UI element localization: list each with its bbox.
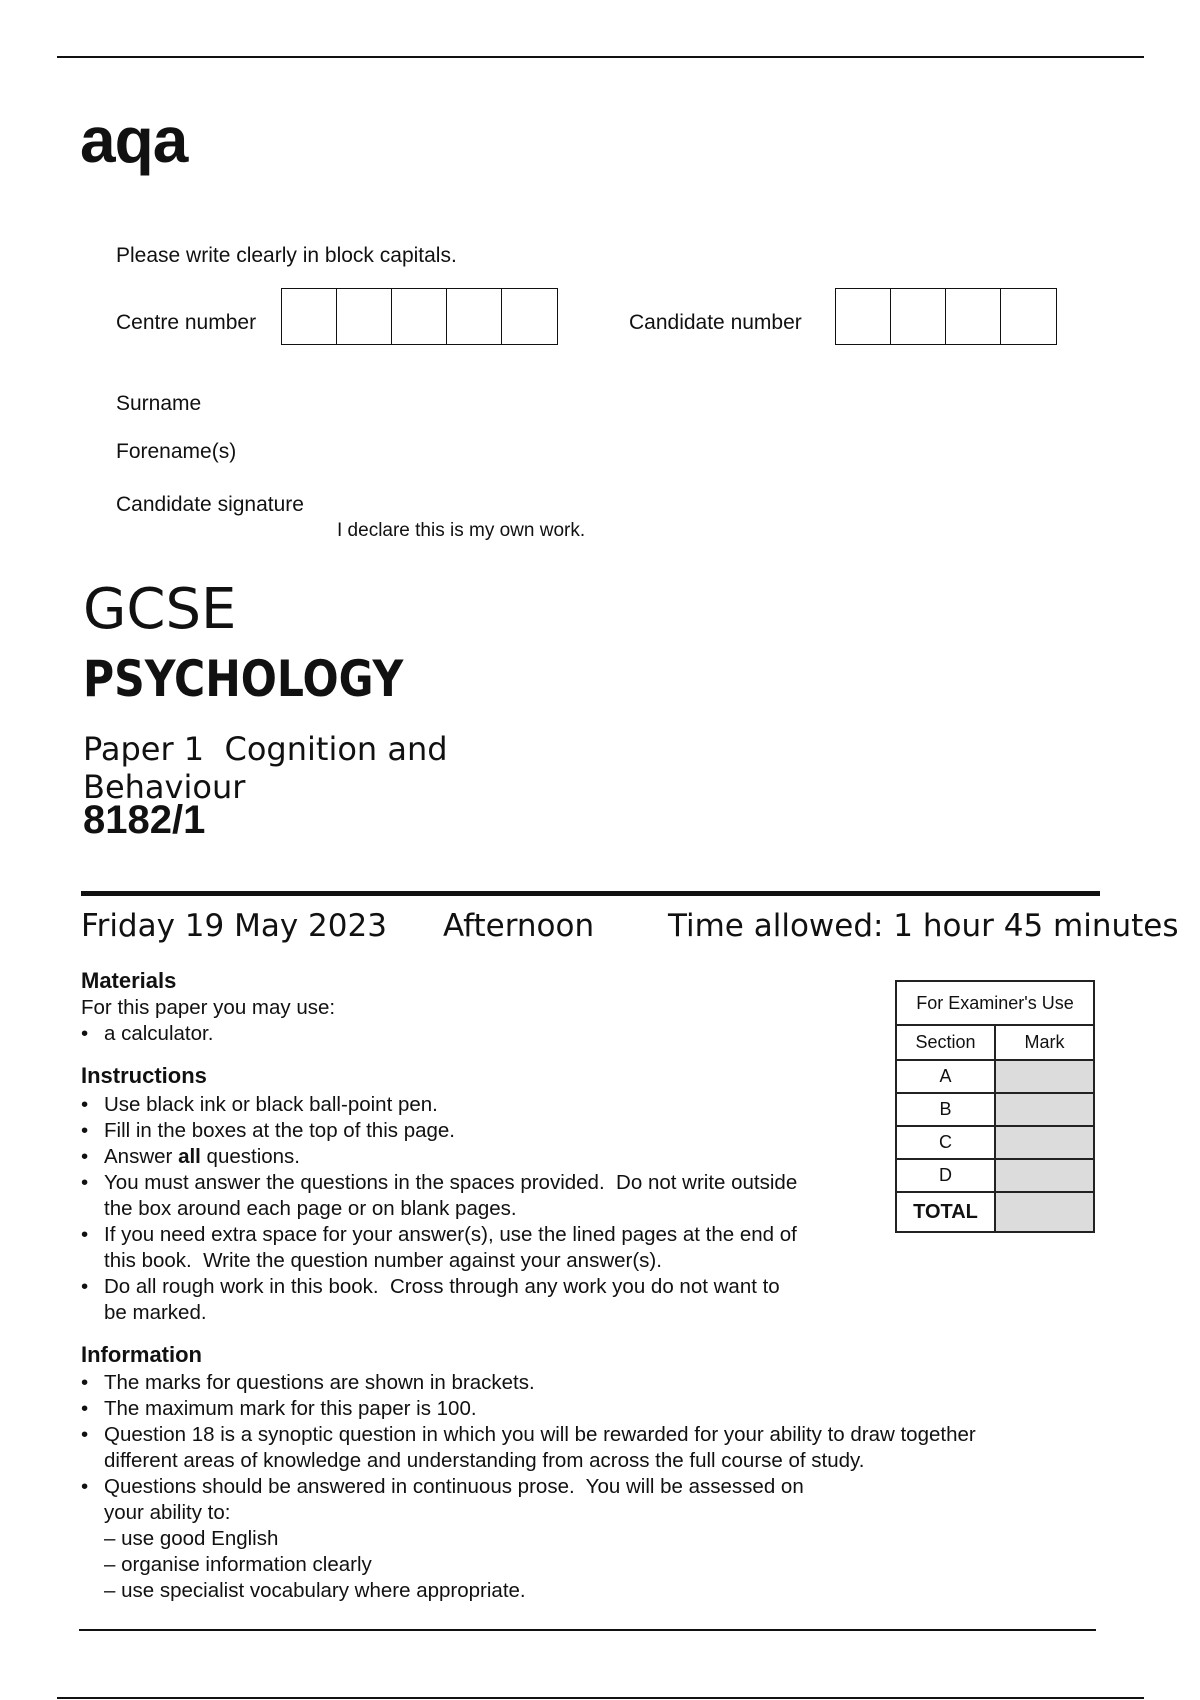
top-rule [57,56,1144,58]
examiner-use-table [895,980,1095,1233]
exam-session: Afternoon [443,908,595,944]
materials-item: • a calculator. [81,1021,881,1047]
paper-title-line2: Behaviour [83,768,246,806]
mark-cell [995,1126,1094,1159]
candidate-number-box[interactable] [946,289,1001,344]
information-line: • Question 18 is a synoptic question in which you will be rewarded for your ability to draw together [104,1423,976,1446]
instruction-item [81,1222,881,1274]
assessment-criterion: – use good English [104,1527,279,1550]
instruction-item: • Use black ink or black ball-point pen. [81,1092,881,1118]
section-cell: D [896,1159,995,1192]
time-allowed: Time allowed: 1 hour 45 minutes [668,908,1179,944]
assessment-criterion: – organise information clearly [104,1553,372,1576]
examiner-table-title: For Examiner's Use [896,981,1094,1025]
information-divider [79,1629,1096,1631]
centre-number-label: Centre number [116,311,257,334]
instructions-section [81,1063,881,1326]
centre-number-box[interactable] [282,289,337,344]
declaration-text: I declare this is my own work. [337,520,586,541]
block-capitals-instruction: Please write clearly in block capitals. [116,244,457,267]
exam-date: Friday 19 May 2023 [81,908,387,944]
instruction-item: • Fill in the boxes at the top of this page. [81,1118,881,1144]
mark-column-header: Mark [995,1025,1094,1060]
information-item [81,1422,1081,1474]
candidate-number-box[interactable] [836,289,891,344]
centre-number-box[interactable] [447,289,502,344]
instruction-item [81,1170,881,1222]
forename-label: Forename(s) [116,440,237,463]
surname-label: Surname [116,392,202,415]
centre-number-box[interactable] [337,289,392,344]
information-line: your ability to: [104,1501,231,1524]
instruction-line: this book. Write the question number against your answer(s). [104,1249,662,1272]
instruction-text: questions. [200,1145,301,1168]
information-line: different areas of knowledge and understanding from across the full course of study. [104,1449,865,1472]
section-cell: C [896,1126,995,1159]
instruction-item [81,1274,881,1326]
centre-number-box[interactable] [392,289,447,344]
title-divider [81,891,1100,896]
instruction-line: • Do all rough work in this book. Cross through any work you do not want to [104,1275,780,1298]
instruction-line: • You must answer the questions in the spaces provided. Do not write outside [104,1171,798,1194]
instruction-text: Answer [104,1145,179,1168]
information-line: • Questions should be answered in continuous prose. You will be assessed on [104,1475,804,1498]
information-heading: Information [81,1342,202,1367]
mark-cell [995,1093,1094,1126]
section-cell: B [896,1093,995,1126]
materials-section [81,968,881,1047]
paper-code: 8182/1 [83,798,206,842]
instruction-emphasis: all [178,1145,201,1168]
information-item: • The marks for questions are shown in brackets. [81,1370,1081,1396]
qualification-title: GCSE [83,577,237,642]
candidate-number-box[interactable] [891,289,946,344]
instructions-heading: Instructions [81,1063,207,1088]
instruction-line: • If you need extra space for your answer(s), use the lined pages at the end of [104,1223,797,1246]
materials-intro: For this paper you may use: [81,996,336,1019]
instruction-item [81,1144,881,1170]
instruction-line: be marked. [104,1301,207,1324]
aqa-logo: aqa [80,104,188,176]
candidate-number-label: Candidate number [629,311,802,334]
candidate-number-boxes[interactable] [835,288,1057,345]
assessment-criterion: – use specialist vocabulary where appropriate. [104,1579,526,1602]
instruction-line: the box around each page or on blank pages. [104,1197,517,1220]
section-column-header: Section [896,1025,995,1060]
centre-number-box[interactable] [502,289,557,344]
mark-cell [995,1159,1094,1192]
materials-heading: Materials [81,968,177,993]
mark-cell [995,1060,1094,1093]
subject-title: PSYCHOLOGY [83,650,404,708]
centre-number-boxes[interactable] [281,288,558,345]
section-cell: A [896,1060,995,1093]
information-section [81,1342,1081,1604]
information-item [81,1474,1081,1526]
total-label: TOTAL [896,1192,995,1232]
paper-title [83,730,448,806]
bottom-rule [57,1697,1144,1699]
information-item: • The maximum mark for this paper is 100. [81,1396,1081,1422]
total-mark-cell [995,1192,1094,1232]
signature-label: Candidate signature [116,493,304,516]
paper-title-line1: Paper 1 Cognition and [83,730,448,768]
candidate-number-box[interactable] [1001,289,1056,344]
